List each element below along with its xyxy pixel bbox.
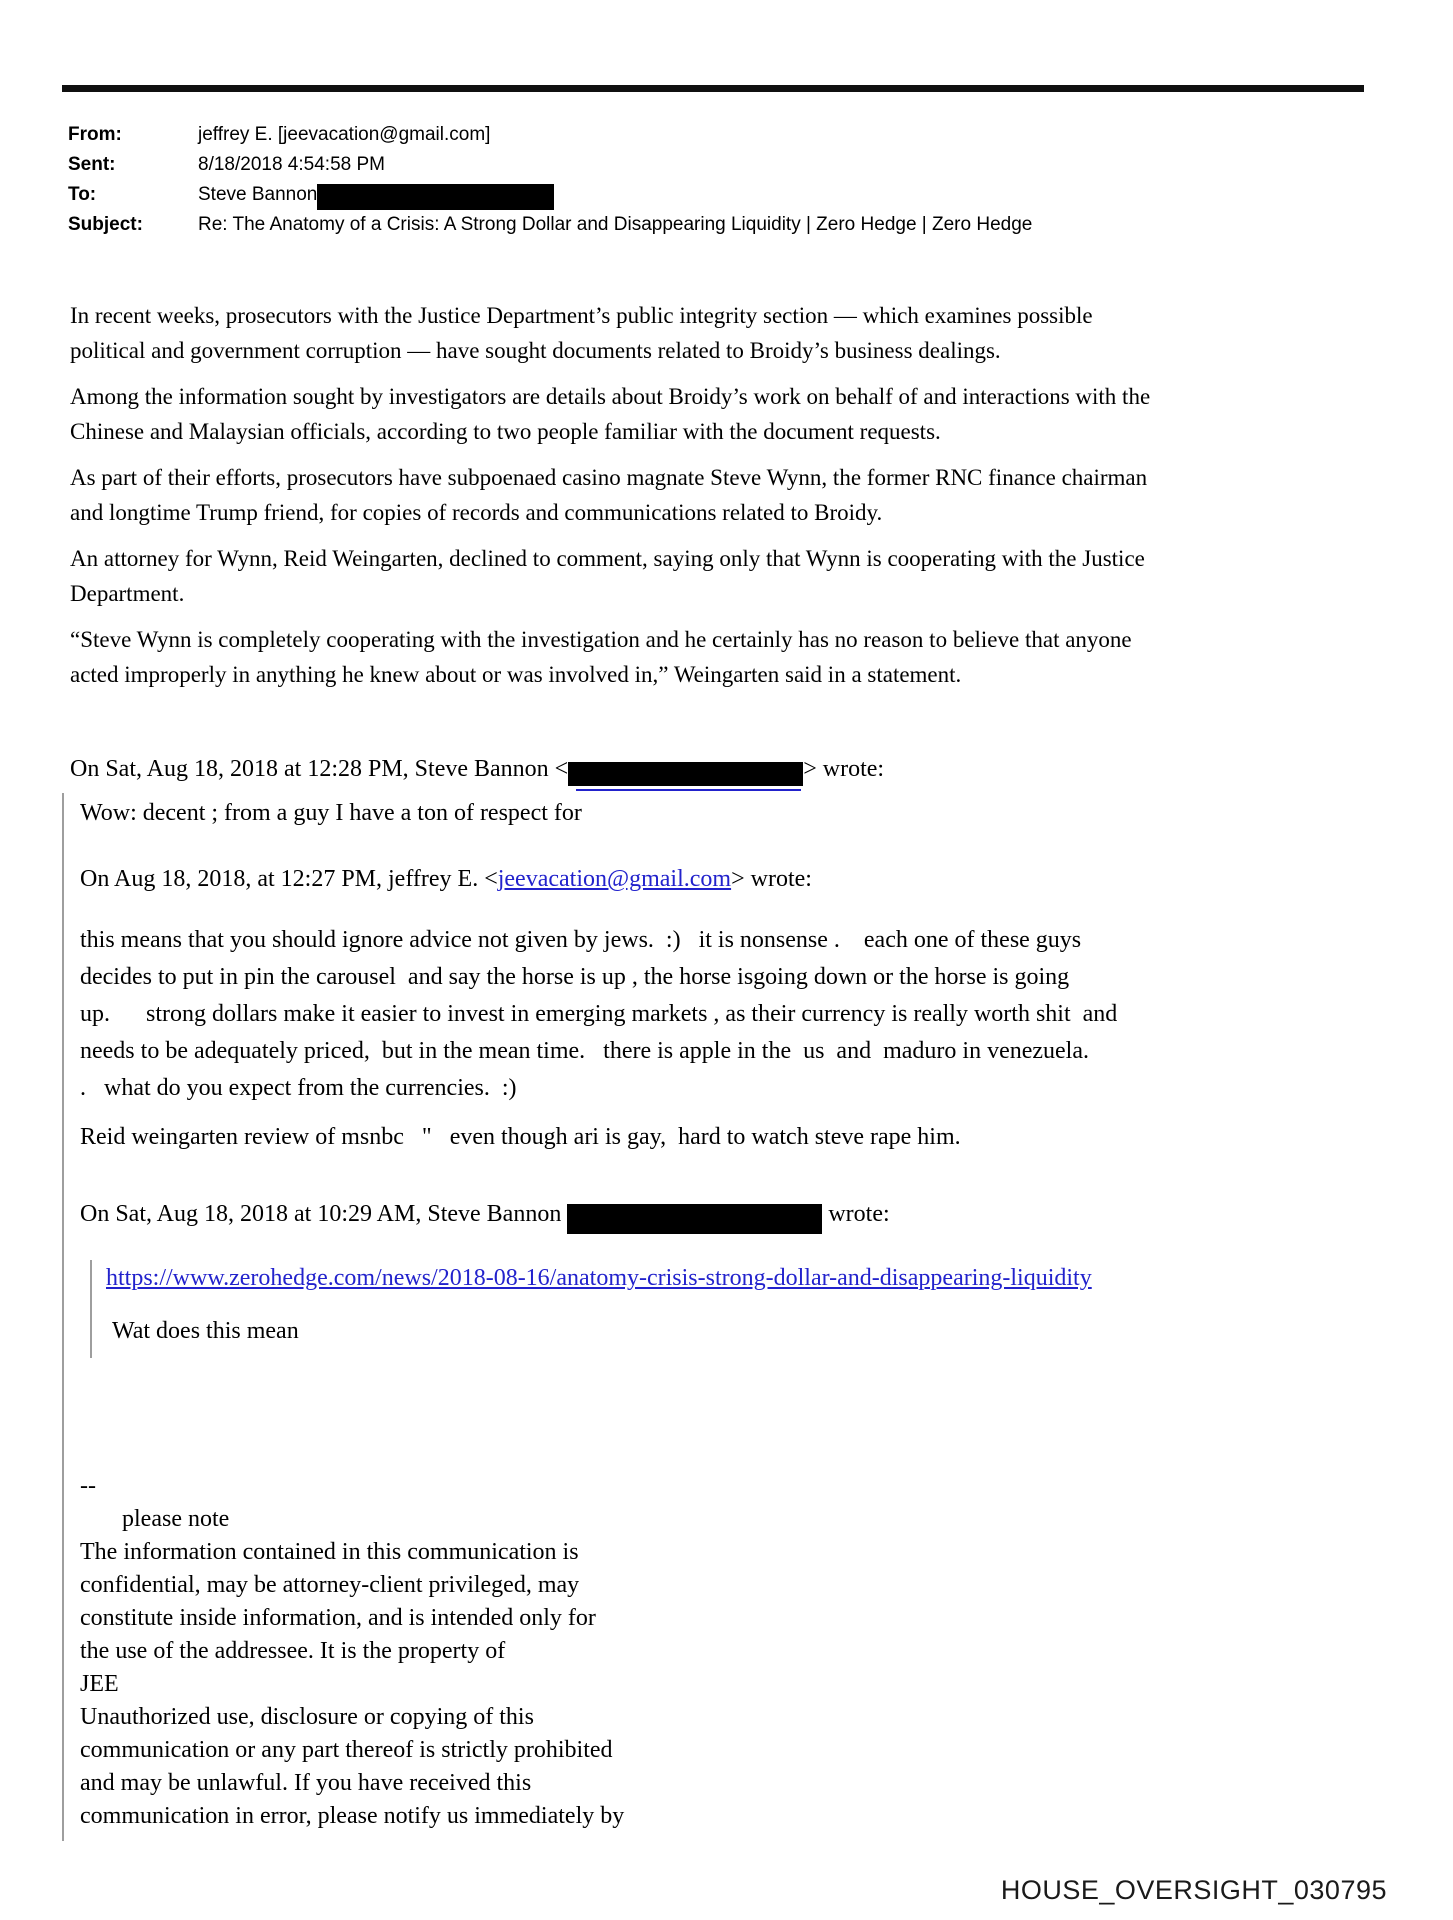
disclaimer-line: Unauthorized use, disclosure or copying of this: [80, 1704, 534, 1730]
quote2-message-paragraph: [80, 922, 1383, 1107]
body-paragraph: Among the information sought by investigators are details about Broidy’s work on behalf of and interactions with the Chinese and Malaysian officials, according to two people familiar with the document requests.: [70, 384, 1151, 444]
subject-label: Subject:: [68, 214, 143, 235]
quote3-message-line: Wat does this mean: [112, 1318, 299, 1344]
from-value: jeffrey E. [jeevacation@gmail.com]: [198, 124, 491, 145]
quote1-attribution-prefix: On Sat, Aug 18, 2018 at 12:28 PM, Steve Bannon <: [70, 756, 569, 782]
disclaimer-line: communication or any part thereof is strictly prohibited: [80, 1737, 613, 1763]
header-row-from: [68, 122, 1032, 152]
quoted-message-level1: [62, 793, 1383, 1841]
page-content: [0, 85, 1453, 1841]
to-value: Steve Bannon: [198, 184, 318, 205]
disclaimer-line: confidential, may be attorney-client privileged, may: [80, 1572, 580, 1598]
body-paragraph: In recent weeks, prosecutors with the Justice Department’s public integrity section — which examines possible political and government corruption — have sought documents related to Broidy’s business dealings.: [70, 303, 1093, 363]
zerohedge-link-line: [106, 1260, 1383, 1297]
quote2-message-line: decides to put in pin the carousel and say the horse is up , the horse isgoing down or the horse is going: [80, 964, 1070, 990]
email-header: [68, 122, 1032, 242]
signature-divider: --: [80, 1473, 96, 1499]
disclaimer-line: The information contained in this communication is: [80, 1539, 579, 1565]
redaction-bar-quote1-email: [568, 762, 803, 786]
sent-label: Sent:: [68, 154, 116, 175]
header-divider-rule: [62, 85, 1364, 92]
signature-block: [80, 1470, 1383, 1833]
signature-disclaimer: [80, 1536, 1383, 1833]
quoted-message-level2: [90, 1260, 1383, 1358]
body-paragraph: As part of their efforts, prosecutors have subpoenaed casino magnate Steve Wynn, the former RNC finance chairman and longtime Trump friend, for copies of records and communications related to Broidy.: [70, 465, 1148, 525]
quote2-attribution: [80, 862, 1383, 897]
quote2-message-line: needs to be adequately priced, but in the mean time. there is apple in the us and maduro in venezuela.: [80, 1038, 1089, 1064]
disclaimer-line: communication in error, please notify us immediately by: [80, 1803, 625, 1829]
quote2-attribution-prefix: On Aug 18, 2018, at 12:27 PM, jeffrey E. <: [80, 866, 498, 892]
quote3-attribution: [80, 1197, 1383, 1232]
disclaimer-line: the use of the addressee. It is the property of: [80, 1638, 506, 1664]
quote1-attribution: [70, 752, 1383, 787]
redaction-bar-quote3-email: [567, 1204, 822, 1234]
redaction-bar-to: [317, 184, 554, 210]
quote3-attribution-suffix: wrote:: [822, 1201, 890, 1227]
signature-note: please note: [122, 1506, 230, 1532]
disclaimer-line: and may be unlawful. If you have received this: [80, 1770, 532, 1796]
subject-value: Re: The Anatomy of a Crisis: A Strong Dollar and Disappearing Liquidity | Zero Hedge | Zero Hedge: [198, 214, 1033, 235]
quote2-attribution-suffix: > wrote:: [731, 866, 812, 892]
from-label: From:: [68, 124, 122, 145]
quote2-reid-line: Reid weingarten review of msnbc " even though ari is gay, hard to watch steve rape him.: [80, 1124, 961, 1150]
body-paragraph: An attorney for Wynn, Reid Weingarten, declined to comment, saying only that Wynn is cooperating with the Justice Department.: [70, 546, 1145, 606]
body-paragraph: “Steve Wynn is completely cooperating with the investigation and he certainly has no reason to believe that anyone acted improperly in anything he knew about or was involved in,” Weingarten said in a statement.: [70, 627, 1132, 687]
quote2-message-line: . what do you expect from the currencies. :): [80, 1075, 517, 1101]
header-row-to: [68, 182, 1032, 212]
header-row-subject: [68, 212, 1032, 242]
sender-email-link[interactable]: jeevacation@gmail.com: [497, 866, 732, 892]
zerohedge-article-link[interactable]: https://www.zerohedge.com/news/2018-08-16/anatomy-crisis-strong-dollar-and-disappearing-liquidity: [106, 1265, 1092, 1291]
disclaimer-line: JEE: [80, 1671, 119, 1697]
quote3-attribution-prefix: On Sat, Aug 18, 2018 at 10:29 AM, Steve Bannon: [80, 1201, 568, 1227]
header-row-sent: [68, 152, 1032, 182]
quote2-message-line: this means that you should ignore advice not given by jews. :) it is nonsense . each one of these guys: [80, 927, 1082, 953]
to-label: To:: [68, 184, 97, 205]
sent-value: 8/18/2018 4:54:58 PM: [198, 154, 385, 175]
email-body: [70, 298, 1170, 692]
quote1-attribution-suffix: > wrote:: [803, 756, 885, 782]
bates-number: HOUSE_OVERSIGHT_030795: [1000, 1875, 1387, 1905]
disclaimer-line: constitute inside information, and is intended only for: [80, 1605, 596, 1631]
quote2-message-line: up. strong dollars make it easier to invest in emerging markets , as their currency is really worth shit and: [80, 1001, 1118, 1027]
to-value-cell: [198, 182, 1032, 212]
quote1-message-line: Wow: decent ; from a guy I have a ton of respect for: [80, 800, 582, 826]
